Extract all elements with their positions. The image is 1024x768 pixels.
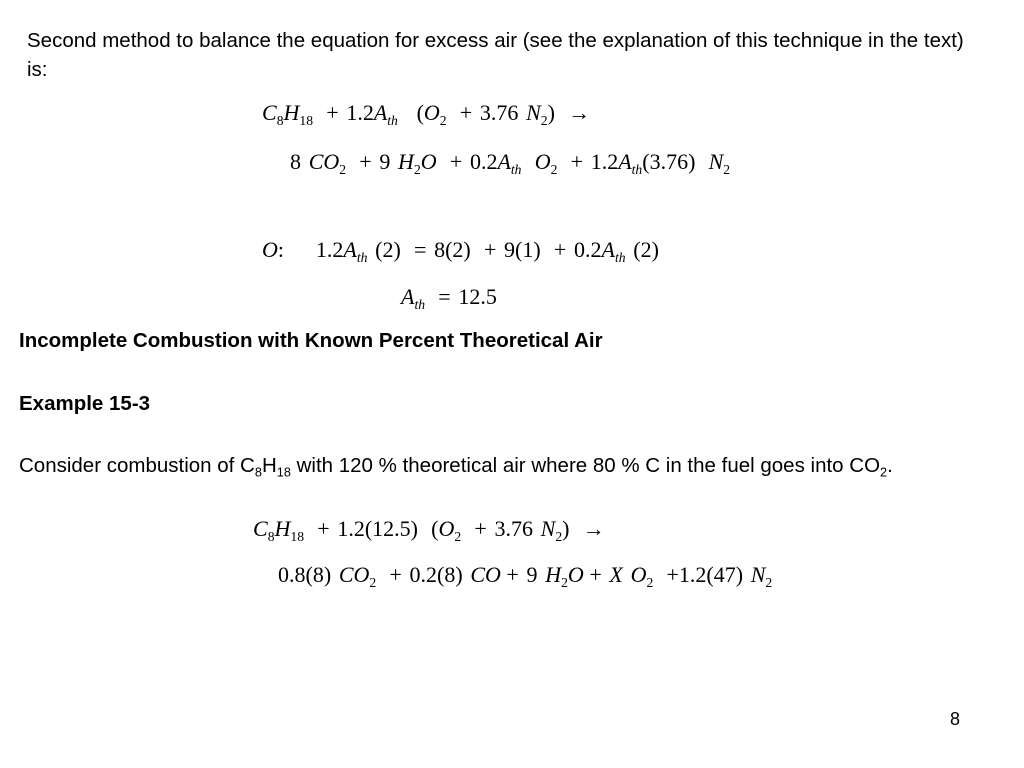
equation-2-line-1: $C_8H_{18} + 1.2(12.5) (O_2 + 3.76$ $N_2$) → [253, 516, 605, 544]
equation-1-line-1: $C_8H_{18} + 1.2A_{th}$ ($O_2 + 3.76$ $N_2$) → [262, 100, 591, 128]
example-label: Example 15-3 [19, 392, 151, 415]
intro-paragraph: Second method to balance the equation for excess air (see the explanation of this technique in the text) is: [27, 29, 964, 81]
equation-1-line-2: 8 $CO_2 + 9$ $H_2O + 0.2A_{th}$ $O_2 + 1.2A_{th}(3.76)$ $N_2$ [290, 149, 731, 177]
section-heading: Incomplete Combustion with Known Percent Theoretical Air [19, 329, 603, 352]
ath-result-equation: $A_{th} = 12.5$ [401, 284, 497, 312]
problem-statement: Consider combustion of $C_8H_{18}$ with 120 % theoretical air where 80 % C in the fuel goes into $CO_2$. [19, 454, 893, 480]
equation-2-line-2: 0.8(8) $CO_2 + 0.2(8)$ CO + 9 $H_2O + X$ $O_2 +1.2(47)$ $N_2$ [278, 562, 773, 590]
oxygen-balance-equation: O: $1.2A_{th}$ $(2) = 8(2) + 9(1) + 0.2A_{th}$ (2) [262, 237, 659, 265]
page-number: 8 [950, 709, 961, 729]
